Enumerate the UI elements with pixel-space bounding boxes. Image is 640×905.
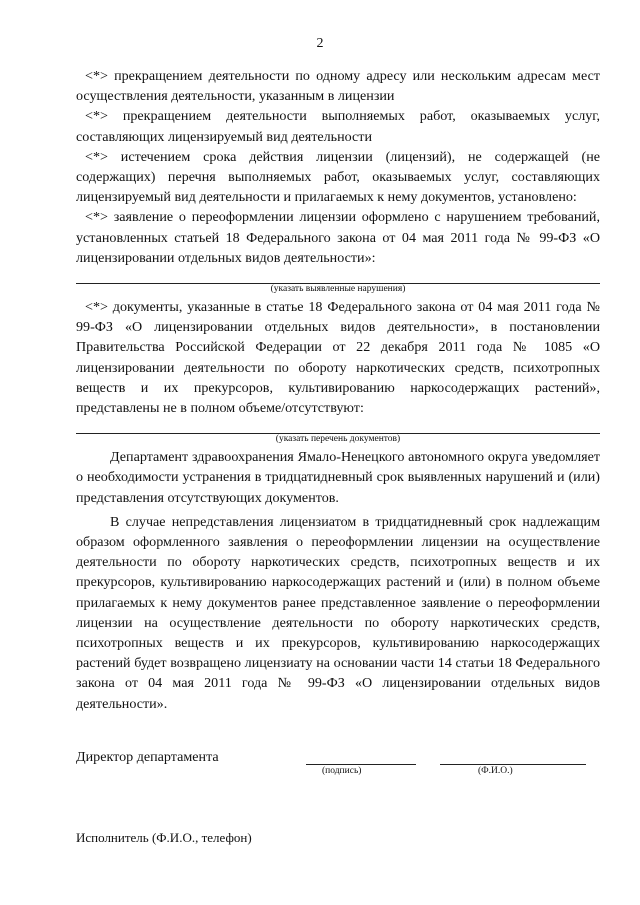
paragraph-application-violation: <*> заявление о переоформлении лицензии оформлено с нарушением требований, установленных статьей 18 Федерального закона от 04 мая 2011 года № 99-ФЗ «О лицензировании отдельных видов деятельности»: bbox=[76, 209, 600, 266]
document-body bbox=[76, 66, 600, 714]
paragraph-license-expiry: <*> истечением срока действия лицензии (лицензий), не содержащей (не содержащих) перечня выполняемых работ, оказываемых услуг, составляющих лицензируемый вид деятельности и прилагаемых к нему документов, установлено: bbox=[76, 148, 600, 206]
documents-caption: (указать перечень документов) bbox=[275, 434, 401, 445]
paragraph-address-termination: <*> прекращением деятельности по одному адресу или нескольким адресам мест осуществления деятельности, указанным в лицензии bbox=[76, 68, 600, 105]
signature-position: Директор департамента bbox=[76, 749, 219, 765]
paragraph-return-warning: В случае непредставления лицензиатом в тридцатидневный срок надлежащим образом оформленного заявления о переоформлении лицензии на осуществление деятельности по обороту наркотических средств, психотропных веществ и их прекурсоров, культивированию наркосодержащих растений и (или) в полном объеме прилагаемых к нему документов ранее представленное заявление о переоформлении лицензии на осуществление деятельности по обороту наркотических средств, психотропных веществ и их прекурсоров, культивированию наркосодержащих растений будет возвращено лицензиату на основании части 14 статьи 18 Федерального закона от 04 мая 2011 года № 99-ФЗ «О лицензировании отдельных видов деятельности». bbox=[76, 513, 600, 712]
name-line bbox=[440, 764, 586, 765]
signature-caption: (подпись) bbox=[322, 766, 362, 776]
name-caption: (Ф.И.О.) bbox=[478, 766, 513, 776]
signature-line bbox=[306, 764, 416, 765]
violations-fill-line bbox=[76, 269, 600, 284]
executor-info: Исполнитель (Ф.И.О., телефон) bbox=[76, 830, 252, 845]
paragraph-work-termination: <*> прекращением деятельности выполняемых работ, оказываемых услуг, составляющих лицензируемый вид деятельности bbox=[76, 108, 600, 145]
paragraph-notification: Департамент здравоохранения Ямало-Ненецкого автономного округа уведомляет о необходимости устранения в тридцатидневный срок выявленных нарушений и (или) представления отсутствующих документов. bbox=[76, 449, 600, 506]
paragraph-missing-documents: <*> документы, указанные в статье 18 Федерального закона от 04 мая 2011 года № 99-ФЗ «О лицензировании отдельных видов деятельности», в постановлении Правительства Российской Федерации от 22 декабря 2011 года № 1085 «О лицензировании деятельности по обороту наркотических средств, психотропных веществ и их прекурсоров, культивированию наркосодержащих растений», представлены не в полном объеме/отсутствуют: bbox=[76, 299, 600, 417]
violations-caption: (указать выявленные нарушения) bbox=[270, 284, 406, 295]
page-number: 2 bbox=[316, 36, 324, 51]
documents-fill-line bbox=[76, 419, 600, 434]
